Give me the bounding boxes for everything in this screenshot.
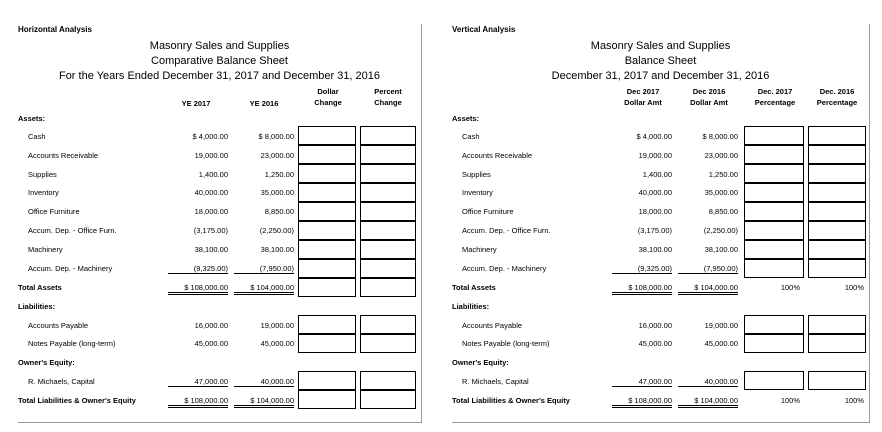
- pct-2016-input[interactable]: [808, 202, 866, 221]
- section-liabilities: Liabilities:: [18, 302, 56, 311]
- row-value-2016: $ 8,000.00: [258, 132, 294, 141]
- pct-2016-input[interactable]: [808, 334, 866, 353]
- pct-2017-input[interactable]: [744, 183, 804, 202]
- row-value-2016: (7,950.00): [678, 264, 738, 274]
- statement-title: Balance Sheet: [624, 55, 697, 67]
- percent-change-input[interactable]: [360, 315, 416, 334]
- row-value-2016: 8,850.00: [264, 207, 294, 216]
- dollar-change-input[interactable]: [298, 202, 356, 221]
- section-liabilities: Liabilities:: [452, 302, 490, 311]
- statement-title: Comparative Balance Sheet: [151, 55, 288, 67]
- row-value-2016: 45,000.00: [704, 339, 738, 348]
- row-value-2016: 23,000.00: [704, 151, 738, 160]
- dollar-change-input[interactable]: [298, 126, 356, 145]
- row-label: Supplies: [462, 170, 491, 179]
- pct-2017-input[interactable]: [744, 315, 804, 334]
- row-value-2017: 16,000.00: [638, 321, 672, 330]
- row-value-2016: 38,100.00: [704, 245, 738, 254]
- row-label: Accum. Dep. - Office Furn.: [28, 226, 117, 235]
- row-value-2016: 23,000.00: [260, 151, 294, 160]
- pct-2016-input[interactable]: [808, 240, 866, 259]
- total-assets-pct-2017: 100%: [780, 283, 800, 292]
- row-label: Inventory: [462, 188, 493, 197]
- total-assets-2017: $ 108,000.00: [612, 283, 672, 295]
- total-assets-2016: $ 104,000.00: [678, 283, 738, 295]
- percent-change-input[interactable]: [360, 278, 416, 297]
- section-equity: Owner's Equity:: [452, 358, 509, 367]
- row-label: Accum. Dep. - Machinery: [28, 264, 113, 273]
- row-value-2017: 1,400.00: [642, 170, 672, 179]
- company-title: Masonry Sales and Supplies: [149, 40, 290, 52]
- total-assets-2017: $ 108,000.00: [168, 283, 228, 295]
- row-value-2016: 40,000.00: [234, 377, 294, 387]
- row-value-2016: 38,100.00: [260, 245, 294, 254]
- pct-2016-input[interactable]: [808, 126, 866, 145]
- row-value-2017: 45,000.00: [638, 339, 672, 348]
- col-header-dec2016-amt: Dec 2016 Dollar Amt: [690, 87, 728, 107]
- row-label: Accum. Dep. - Machinery: [462, 264, 547, 273]
- percent-change-input[interactable]: [360, 202, 416, 221]
- total-liabilities-equity-label: Total Liabilities & Owner's Equity: [18, 396, 136, 405]
- dollar-change-input[interactable]: [298, 259, 356, 278]
- row-value-2017: 45,000.00: [194, 339, 228, 348]
- row-value-2016: 35,000.00: [704, 188, 738, 197]
- pct-2017-input[interactable]: [744, 145, 804, 164]
- row-label: Accounts Payable: [462, 321, 523, 330]
- total-liab-equity-2016: $ 104,000.00: [678, 396, 738, 408]
- dollar-change-input[interactable]: [298, 240, 356, 259]
- company-title: Masonry Sales and Supplies: [590, 40, 731, 52]
- row-value-2017: 18,000.00: [638, 207, 672, 216]
- row-value-2017: 38,100.00: [638, 245, 672, 254]
- total-liab-pct-2016: 100%: [844, 396, 864, 405]
- row-value-2017: 47,000.00: [168, 377, 228, 387]
- percent-change-input[interactable]: [360, 126, 416, 145]
- row-value-2017: (9,325.00): [612, 264, 672, 274]
- pct-2017-input[interactable]: [744, 259, 804, 278]
- total-assets-pct-2016: 100%: [844, 283, 864, 292]
- row-value-2017: 1,400.00: [198, 170, 228, 179]
- row-label: Office Furniture: [462, 207, 514, 216]
- row-label: Notes Payable (long-term): [28, 339, 116, 348]
- row-value-2017: $ 4,000.00: [192, 132, 228, 141]
- dollar-change-input[interactable]: [298, 315, 356, 334]
- row-value-2016: 19,000.00: [704, 321, 738, 330]
- pct-2016-input[interactable]: [808, 145, 866, 164]
- dollar-change-input[interactable]: [298, 221, 356, 240]
- row-label: Accounts Receivable: [28, 151, 99, 160]
- percent-change-input[interactable]: [360, 334, 416, 353]
- pct-2016-input[interactable]: [808, 221, 866, 240]
- row-label: R. Michaels, Capital: [462, 377, 529, 386]
- col-header-dec2016-pct: Dec. 2016 Percentage: [816, 87, 858, 107]
- total-liab-equity-2017: $ 108,000.00: [612, 396, 672, 408]
- total-assets-2016: $ 104,000.00: [234, 283, 294, 295]
- row-value-2016: 1,250.00: [708, 170, 738, 179]
- row-label: Supplies: [28, 170, 57, 179]
- total-liabilities-equity-label: Total Liabilities & Owner's Equity: [452, 396, 570, 405]
- pct-2016-input[interactable]: [808, 183, 866, 202]
- dollar-change-input[interactable]: [298, 145, 356, 164]
- row-value-2016: (7,950.00): [234, 264, 294, 274]
- percent-change-input[interactable]: [360, 240, 416, 259]
- row-value-2017: 19,000.00: [194, 151, 228, 160]
- row-value-2017: 19,000.00: [638, 151, 672, 160]
- pct-2017-input[interactable]: [744, 371, 804, 390]
- pct-2017-input[interactable]: [744, 164, 804, 183]
- section-assets: Assets:: [452, 114, 480, 123]
- pct-2017-input[interactable]: [744, 240, 804, 259]
- percent-change-input[interactable]: [360, 183, 416, 202]
- row-label: Accum. Dep. - Office Furn.: [462, 226, 551, 235]
- pct-2017-input[interactable]: [744, 221, 804, 240]
- col-header-dec2017-pct: Dec. 2017 Percentage: [754, 87, 796, 107]
- row-value-2016: 1,250.00: [264, 170, 294, 179]
- pct-2016-input[interactable]: [808, 164, 866, 183]
- row-value-2016: 35,000.00: [260, 188, 294, 197]
- total-assets-label: Total Assets: [452, 283, 496, 292]
- pct-2016-input[interactable]: [808, 259, 866, 278]
- horizontal-analysis-panel: [18, 24, 422, 423]
- percent-change-input[interactable]: [360, 371, 416, 390]
- col-header-ye2017: YE 2017: [181, 99, 211, 108]
- total-assets-label: Total Assets: [18, 283, 62, 292]
- pct-2017-input[interactable]: [744, 202, 804, 221]
- row-value-2017: (3,175.00): [637, 226, 672, 235]
- dollar-change-input[interactable]: [298, 334, 356, 353]
- row-value-2017: 47,000.00: [612, 377, 672, 387]
- row-value-2017: 16,000.00: [194, 321, 228, 330]
- row-label: Machinery: [28, 245, 63, 254]
- row-value-2016: $ 8,000.00: [702, 132, 738, 141]
- row-label: Office Furniture: [28, 207, 80, 216]
- row-label: R. Michaels, Capital: [28, 377, 95, 386]
- col-header-percent: Percent Change: [374, 87, 402, 107]
- period-title: For the Years Ended December 31, 2017 and December 31, 2016: [58, 70, 381, 82]
- col-header-dec2017-amt: Dec 2017 Dollar Amt: [624, 87, 662, 107]
- row-label: Accounts Receivable: [462, 151, 533, 160]
- section-equity: Owner's Equity:: [18, 358, 75, 367]
- dollar-change-input[interactable]: [298, 371, 356, 390]
- pct-2016-input[interactable]: [808, 315, 866, 334]
- dollar-change-input[interactable]: [298, 278, 356, 297]
- row-label: Notes Payable (long-term): [462, 339, 550, 348]
- section-assets: Assets:: [18, 114, 46, 123]
- pct-2017-input[interactable]: [744, 126, 804, 145]
- row-value-2017: (3,175.00): [193, 226, 228, 235]
- row-label: Cash: [28, 132, 46, 141]
- row-value-2017: 38,100.00: [194, 245, 228, 254]
- total-liab-pct-2017: 100%: [780, 396, 800, 405]
- percent-change-input[interactable]: [360, 221, 416, 240]
- percent-change-input[interactable]: [360, 164, 416, 183]
- panel-tag: Vertical Analysis: [452, 25, 516, 34]
- col-header-dollar: Dollar Change: [314, 87, 342, 107]
- row-value-2017: $ 4,000.00: [636, 132, 672, 141]
- dollar-change-input[interactable]: [298, 183, 356, 202]
- percent-change-input[interactable]: [360, 145, 416, 164]
- row-value-2016: (2,250.00): [703, 226, 738, 235]
- row-value-2016: 19,000.00: [260, 321, 294, 330]
- panel-tag: Horizontal Analysis: [18, 25, 92, 34]
- total-liab-equity-2017: $ 108,000.00: [168, 396, 228, 408]
- pct-2016-input[interactable]: [808, 371, 866, 390]
- dollar-change-input[interactable]: [298, 164, 356, 183]
- percent-change-input[interactable]: [360, 390, 416, 409]
- row-label: Cash: [462, 132, 480, 141]
- row-label: Accounts Payable: [28, 321, 89, 330]
- vertical-analysis-panel: [452, 24, 870, 423]
- row-value-2017: 40,000.00: [638, 188, 672, 197]
- period-title: December 31, 2017 and December 31, 2016: [551, 70, 770, 82]
- row-label: Inventory: [28, 188, 59, 197]
- row-value-2017: 18,000.00: [194, 207, 228, 216]
- dollar-change-input[interactable]: [298, 390, 356, 409]
- percent-change-input[interactable]: [360, 259, 416, 278]
- row-value-2017: (9,325.00): [168, 264, 228, 274]
- row-label: Machinery: [462, 245, 497, 254]
- total-liab-equity-2016: $ 104,000.00: [234, 396, 294, 408]
- row-value-2016: 8,850.00: [708, 207, 738, 216]
- col-header-ye2016: YE 2016: [249, 99, 279, 108]
- pct-2017-input[interactable]: [744, 334, 804, 353]
- row-value-2016: 40,000.00: [678, 377, 738, 387]
- row-value-2016: (2,250.00): [259, 226, 294, 235]
- row-value-2016: 45,000.00: [260, 339, 294, 348]
- row-value-2017: 40,000.00: [194, 188, 228, 197]
